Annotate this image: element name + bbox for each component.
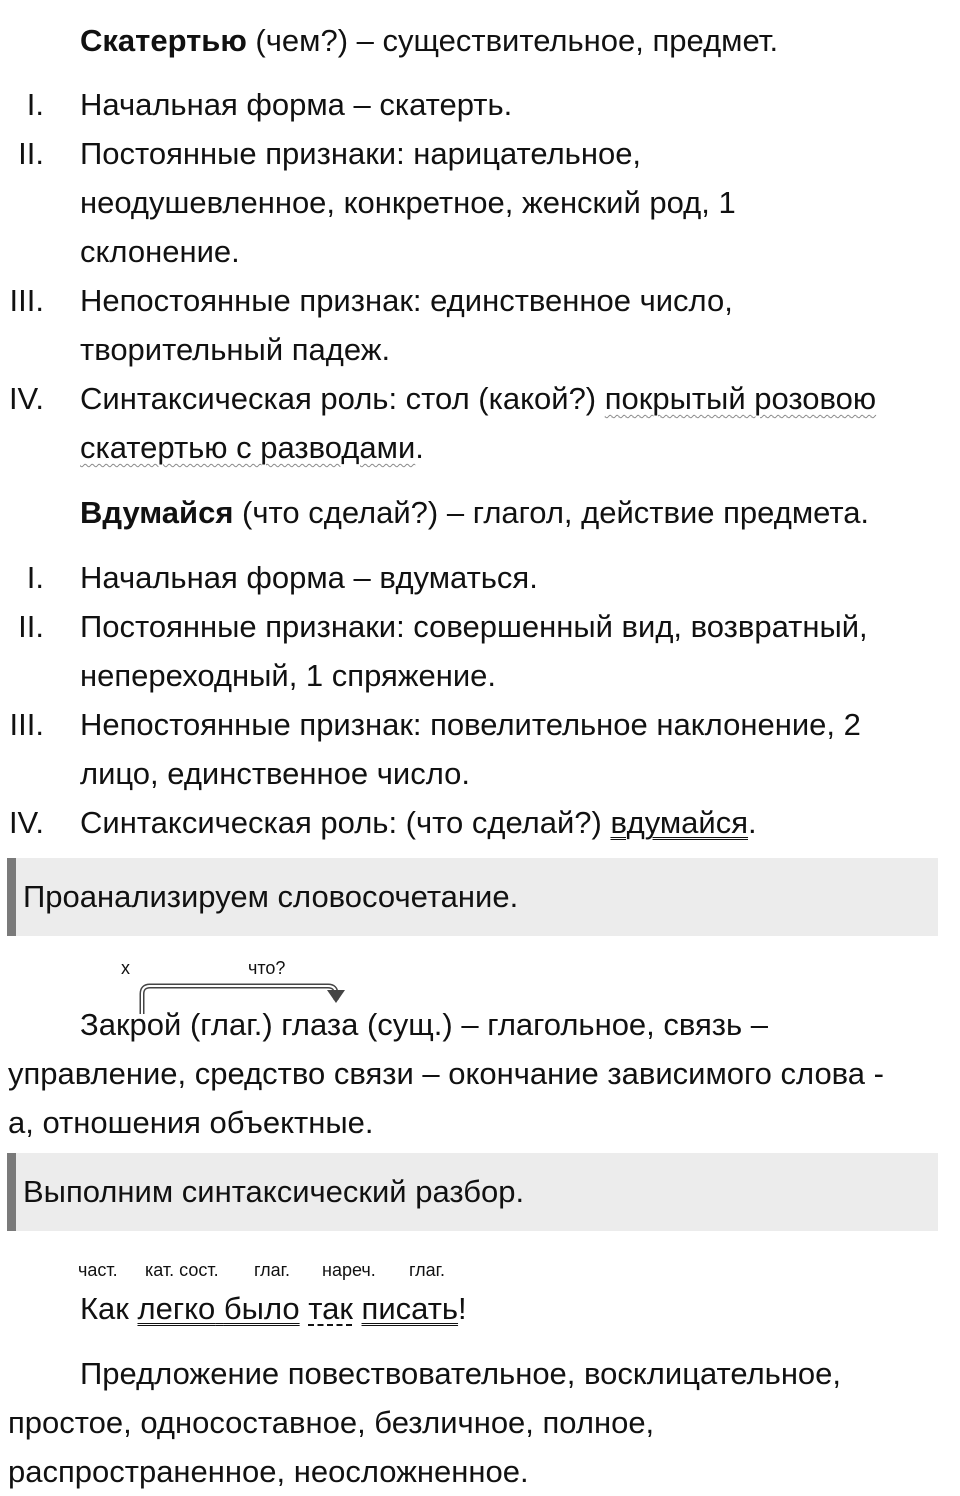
verb-item-2-num: II. [18,609,44,644]
noun-item-4-line-1 [80,374,876,423]
phrase-main-word-marker: х [121,958,130,978]
noun-item-2-num: II. [18,136,44,171]
section-title-syntax-analysis: Выполним синтаксический разбор. [23,1174,525,1209]
noun-item-1-num: I. [26,87,44,122]
section-band-syntax-analysis [7,1153,938,1231]
verb-item-3-line-1: Непостоянные признак: повелительное наклонение, 2 [80,707,861,742]
noun-item-4-attribute-part1: покрытый розовою [604,381,877,416]
description-line-1: Предложение повествовательное, восклицательное, [80,1356,842,1391]
noun-item-1-text: Начальная форма – скатерть. [80,87,513,122]
sentence-label-adverb: нареч. [322,1260,376,1280]
sentence-word-pisat: писать [361,1291,459,1326]
verb-item-3-num: III. [9,707,44,742]
verb-item-4-prefix: Синтаксическая роль: (что сделай?) [80,805,611,840]
noun-item-4-prefix: Синтаксическая роль: стол (какой?) [80,381,605,416]
section-band-marker [7,1153,16,1231]
noun-item-4-line-2 [80,423,424,472]
verb-item-1-text: Начальная форма – вдуматься. [80,560,538,595]
noun-item-4-attribute-part2: скатертью с разводами [80,430,416,465]
verb-item-4-line-1 [80,798,757,847]
section-band-analyze-phrase [7,858,938,936]
verb-heading-rest: (что сделай?) – глагол, действие предмета. [233,495,870,530]
verb-item-4-suffix: . [748,805,757,840]
sentence-space-3 [353,1291,362,1326]
analyzed-sentence [80,1284,467,1333]
sentence-word-kak: Как [80,1291,138,1326]
verb-item-3-line-2: лицо, единственное число. [80,756,471,791]
sentence-space-1 [215,1291,224,1326]
sentence-label-verb-1: глаг. [254,1260,291,1280]
phrase-line-3: а, отношения объектные. [8,1105,374,1140]
sentence-label-state-category: кат. сост. [145,1260,219,1280]
verb-item-2-line-1: Постоянные признаки: совершенный вид, возвратный, [80,609,868,644]
verb-item-4-predicate: вдумайся [610,805,749,840]
noun-item-2-line-3: склонение. [80,234,240,269]
section-band-marker [7,858,16,936]
noun-item-3-num: III. [9,283,44,318]
noun-item-2-line-2: неодушевленное, конкретное, женский род, 1 [80,185,736,220]
sentence-label-particle: част. [78,1260,118,1280]
phrase-question-label: что? [248,958,286,978]
phrase-line-2: управление, средство связи – окончание зависимого слова - [8,1056,884,1091]
noun-item-2-line-1: Постоянные признаки: нарицательное, [80,136,642,171]
sentence-word-bylo: было [223,1291,300,1326]
sentence-word-legko: легко [137,1291,216,1326]
verb-word: Вдумайся [80,495,234,530]
noun-heading-rest: (чем?) – существительное, предмет. [246,23,779,58]
noun-item-3-line-2: творительный падеж. [80,332,391,367]
sentence-end: ! [458,1291,467,1326]
verb-item-1-num: I. [26,560,44,595]
verb-item-2-line-2: непереходный, 1 спряжение. [80,658,497,693]
verb-heading [80,488,869,537]
noun-word: Скатертью [80,23,247,58]
description-line-2: простое, односоставное, безличное, полное, [8,1405,655,1440]
noun-item-3-line-1: Непостоянные признак: единственное число, [80,283,733,318]
sentence-word-tak: так [308,1291,353,1326]
sentence-space-2 [300,1291,309,1326]
verb-item-4-num: IV. [8,805,44,840]
noun-item-4-suffix: . [415,430,424,465]
sentence-label-verb-2: глаг. [409,1260,446,1280]
noun-item-4-num: IV. [8,381,44,416]
description-line-3: распространенное, неосложненное. [8,1454,529,1489]
noun-heading [80,16,778,65]
phrase-line-1: Закрой (глаг.) глаза (сущ.) – глагольное, связь – [80,1007,769,1042]
section-title-analyze-phrase: Проанализируем словосочетание. [23,879,519,914]
